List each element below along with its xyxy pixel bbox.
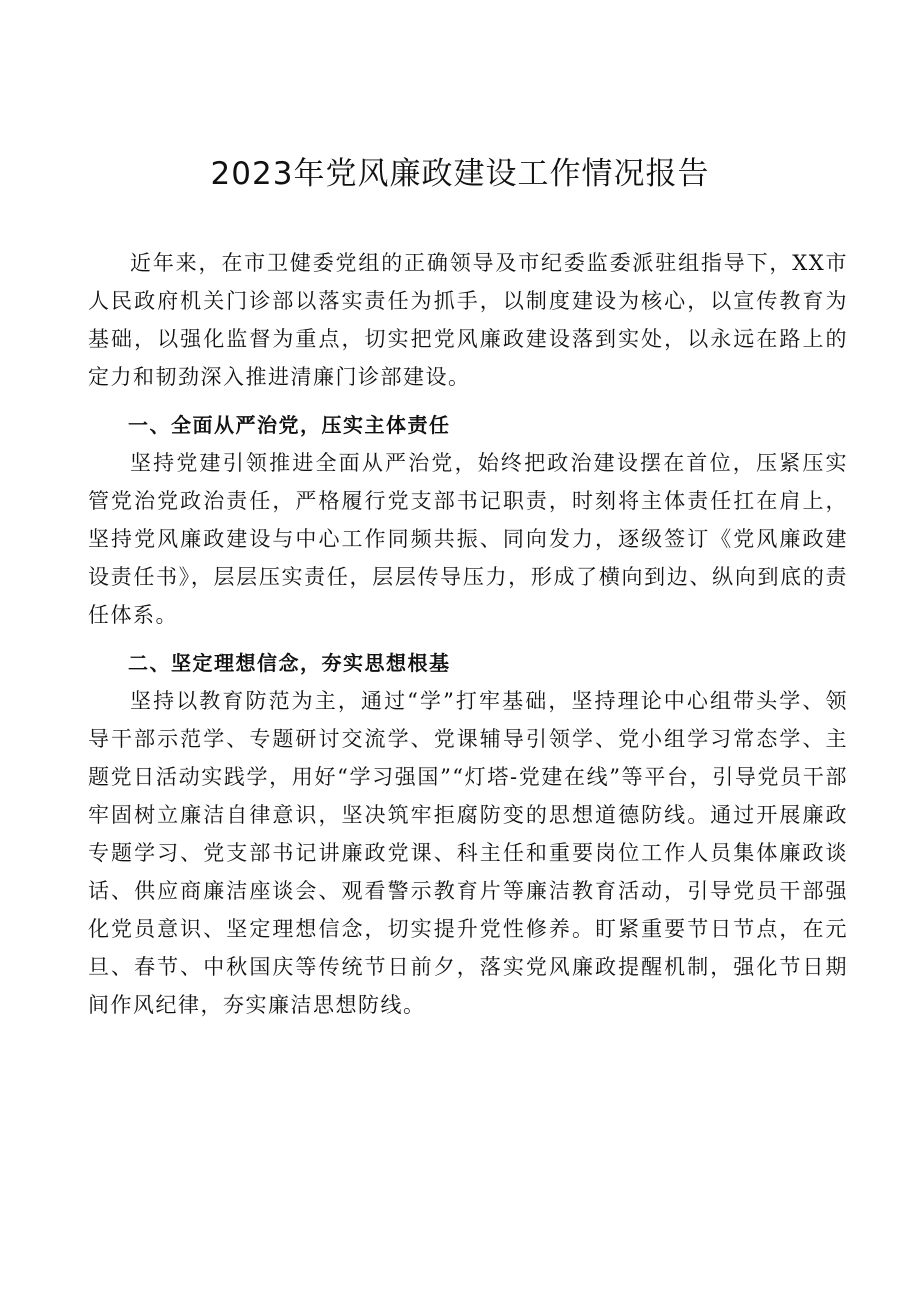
section-body-1: 坚持党建引领推进全面从严治党，始终把政治建设摆在首位，压紧压实管党治党政治责任，严格履行党支部书记职责，时刻将主体责任扛在肩上，坚持党风廉政建设与中心工作同频共振、同向发力，逐级签订《党风廉政建设责任书》，层层压实责任，层层传导压力，形成了横向到边、纵向到底的责任体系。 <box>88 451 848 627</box>
spacer <box>88 634 848 644</box>
section-heading-2: 二、坚定理想信念，夯实思想根基 <box>128 651 451 675</box>
section-heading-1: 一、全面从严治党，压实主体责任 <box>128 413 451 437</box>
intro-paragraph: 近年来，在市卫健委党组的正确领导及市纪委监委派驻组指导下，XX市人民政府机关门诊部以落实责任为抓手，以制度建设为核心，以宣传教育为基础，以强化监督为重点，切实把党风廉政建设落到实处，以永远在路上的定力和韧劲深入推进清廉门诊部建设。 <box>88 251 848 389</box>
section-body-2: 坚持以教育防范为主，通过“学”打牢基础，坚持理论中心组带头学、领导干部示范学、专题研讨交流学、党课辅导引领学、党小组学习常态学、主题党日活动实践学，用好“学习强国”“灯塔-党建在线”等平台，引导党员干部牢固树立廉洁自律意识，坚决筑牢拒腐防变的思想道德防线。通过开展廉政专题学习、党支部书记讲廉政党课、科主任和重要岗位工作人员集体廉政谈话、供应商廉洁座谈会、观看警示教育片等廉洁教育活动，引导党员干部强化党员意识、坚定理想信念，切实提升党性修养。盯紧重要节日节点，在元旦、春节、中秋国庆等传统节日前夕，落实党风廉政提醒机制，强化节日期间作风纪律，夯实廉洁思想防线。 <box>88 689 848 1017</box>
spacer <box>88 396 848 406</box>
document-body <box>88 244 848 1024</box>
document-title: 2023年党风廉政建设工作情况报告 <box>210 156 710 192</box>
